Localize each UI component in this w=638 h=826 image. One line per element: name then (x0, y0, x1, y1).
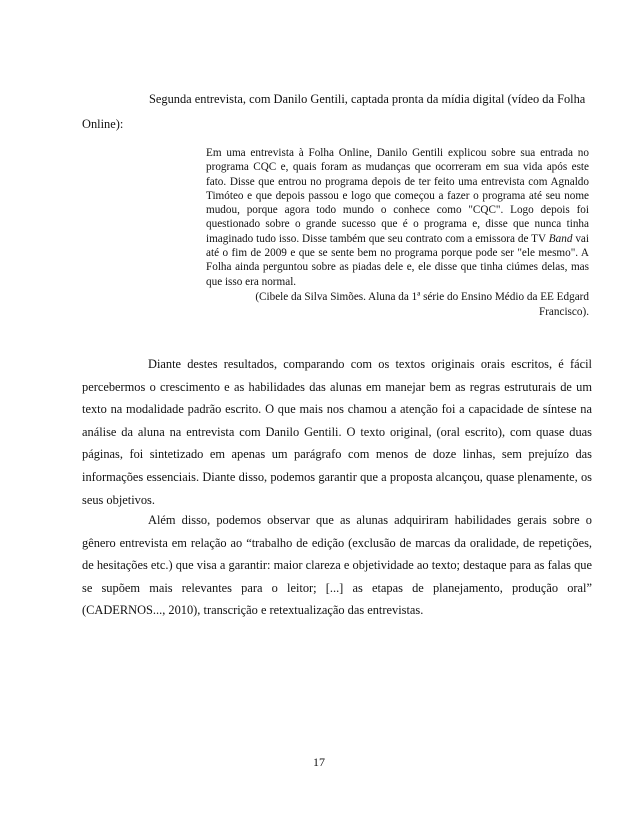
quote-text-part2: vai até o fim de 2009 e que se sente bem no programa porque pode ser "ele mesmo". A Folha ainda perguntou sobre as piadas dele e, ele disse que tinha ciúmes delas, mas que isso era normal. (206, 232, 589, 288)
quote-text-part1: Em uma entrevista à Folha Online, Danilo Gentili explicou sobre sua entrada no programa CQC e, quais foram as mudanças que ocorreram em sua vida após este fato. Disse que entrou no programa depois de ter feito uma entrevista com Agnaldo Timóteo e que depois passou e logo que começou a fazer o programa até seu nome mudou, porque agora todo mundo o conhece como "CQC". Logo depois foi questionado sobre o grande sucesso que é o programa e, disse que nunca tinha imaginado tudo isso. Disse também que seu contrato com a emissora de TV (206, 147, 589, 245)
block-quote (206, 146, 589, 289)
page-number: 17 (313, 755, 325, 769)
intro-line (82, 87, 592, 137)
paragraph-text: Diante destes resultados, comparando com os textos originais orais escritos, é fácil percebermos o crescimento e as habilidades das alunas em manejar bem as regras estruturais de um texto na modalidade padrão escrito. O que mais nos chamou a atenção foi a capacidade de síntese na análise da aluna na entrevista com Danilo Gentili. O texto original, (oral escrito), com quase duas páginas, foi sintetizado em apenas um parágrafo com menos de doze linhas, sem prejuízo das informações essenciais. Diante disso, podemos garantir que a proposta alcançou, quase plenamente, os seus objetivos. (82, 357, 592, 507)
body-paragraph-1 (82, 353, 592, 511)
quote-italic-band: Band (548, 232, 573, 245)
body-paragraph-2 (82, 509, 592, 622)
quote-citation: (Cibele da Silva Simões. Aluna da 1ª série do Ensino Médio da EE Edgard Francisco). (255, 291, 589, 318)
intro-text: Segunda entrevista, com Danilo Gentili, captada pronta da mídia digital (vídeo da Folha Online): (82, 92, 586, 131)
paragraph-text: Além disso, podemos observar que as alunas adquiriram habilidades gerais sobre o gênero entrevista em relação ao “trabalho de edição (exclusão de marcas da oralidade, de repetições, de hesitações etc.) que visa a garantir: maior clareza e objetividade ao texto; destaque para as falas que se supõem mais relevantes para o leitor; [...] as etapas de planejamento, produção oral” (CADERNOS..., 2010), transcrição e retextualização das entrevistas. (82, 513, 592, 618)
